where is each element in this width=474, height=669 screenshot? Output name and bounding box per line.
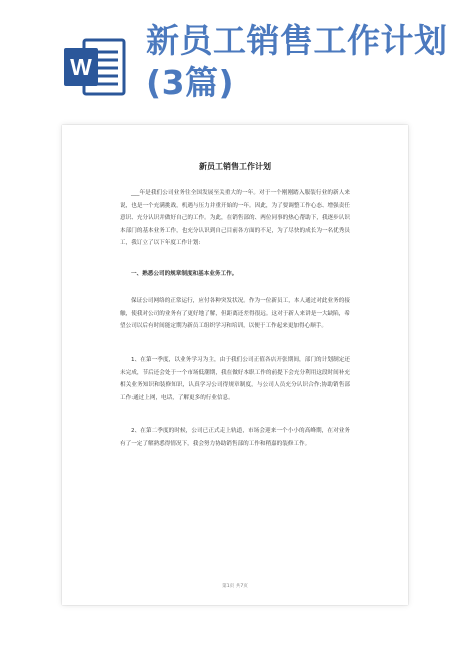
paragraph-intro: ___年是我们公司业务往全国发展至关重大的一年。对于一个刚刚踏入服装行业的新人来说，也是一个充满挑战，机遇与压力并重开始的一年。因此，为了要调整工作心态、增强责任意识、充分认识并做好自己的工作。为此，在销售部的、两位同事的热心帮助下，我逐步认识本部门的基本业务工作，也充分认识到自己目前各方面的不足，为了尽快的成长为一名优秀员工，我订立了以下年度工作计划: — [120, 190, 350, 247]
header — [0, 0, 474, 112]
document-page-preview — [62, 125, 408, 605]
word-document-icon — [62, 36, 128, 98]
svg-text:W: W — [70, 54, 92, 80]
paragraph-3: 1、在第一季度，以业务学习为主，由于我们公司正值各店开张期间，部门的计划制定还未完成，节后还会处于一个市场低潮期，我在做好本职工作的前提下会充分利用这段时间补充相关业务知识和装修知识，认真学习公司得规章制度，与公司人员充分认识合作;协助销售部工作:通过上网，电话，了解更多的行业信息。 — [120, 357, 350, 401]
section-heading-1: 一、熟悉公司的规章制度和基本业务工作。 — [131, 271, 238, 277]
paragraph-4: 2、在第二季度的时候，公司已正式走上轨道，市场会迎来一个小小的高峰期，在对业务有了一定了解熟悉得情况下，我会努力协助销售部的工作和稍嘉的装修工作。 — [120, 428, 350, 447]
paragraph-2: 保证公司网络的正常运行，应付各种突发状况。作为一位新员工，本人通过对此业务的接触，使我对公司的业务有了更好地了解，但距离还差得很远。这对于新人来讲是一大缺陷，希望公司以后有时间能定期为新员工组织学习和培训，以便于工作起来更加得心顺手。 — [120, 298, 350, 330]
document-title: 新员工销售工作计划(3篇) — [146, 21, 448, 102]
page-heading: 新员工销售工作计划 — [199, 162, 271, 171]
page-footer: 第1页 共7页 — [222, 584, 248, 589]
